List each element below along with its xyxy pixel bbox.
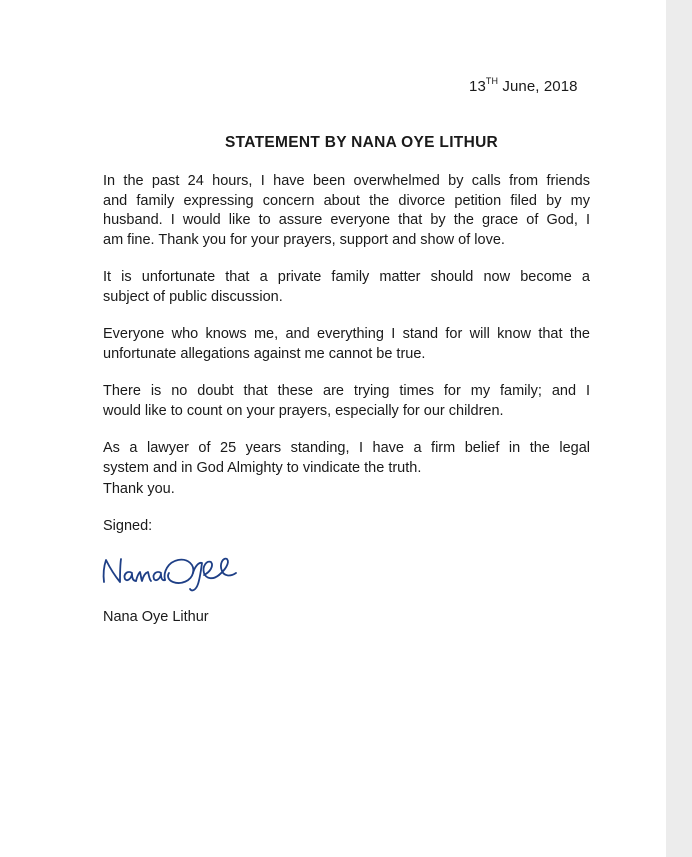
paragraph-line: In the past 24 hours, I have been overwhelmed by calls from friends	[103, 173, 590, 189]
closing-thanks: Thank you.	[103, 481, 175, 497]
paragraph-line: and family expressing concern about the divorce petition filed by my	[103, 192, 590, 209]
date-day: 13	[469, 78, 486, 95]
paragraph	[103, 439, 590, 478]
signer-name: Nana Oye Lithur	[103, 609, 209, 625]
paragraph-line: As a lawyer of 25 years standing, I have a firm belief in the legal	[103, 440, 590, 456]
date-suffix: TH	[485, 76, 499, 86]
page-margin-strip	[666, 0, 692, 857]
paragraph	[103, 382, 590, 421]
paragraph-line: Everyone who knows me, and everything I stand for will know that the	[103, 326, 590, 342]
paragraph	[103, 172, 590, 250]
paragraph-line: system and in God Almighty to vindicate the truth.	[103, 459, 422, 476]
signed-label: Signed:	[103, 518, 153, 534]
paragraph	[103, 325, 590, 364]
paragraph-line: husband. I would like to assure everyone that by the grace of God, I	[103, 212, 590, 228]
paragraph	[103, 268, 590, 307]
date-rest: June, 2018	[498, 78, 578, 95]
paragraph-line: subject of public discussion.	[103, 288, 283, 305]
paragraph-line: It is unfortunate that a private family matter should now become a	[103, 269, 590, 285]
paragraph-line: unfortunate allegations against me cannot be true.	[103, 345, 426, 362]
paragraph-line: am fine. Thank you for your prayers, support and show of love.	[103, 231, 505, 248]
paragraph-line: would like to count on your prayers, especially for our children.	[103, 402, 504, 419]
statement-body	[103, 172, 590, 496]
statement-title: STATEMENT BY NANA OYE LITHUR	[225, 134, 499, 151]
paragraph-line: There is no doubt that these are trying times for my family; and I	[103, 383, 590, 399]
signature-ink	[104, 559, 236, 591]
handwritten-signature	[98, 548, 248, 598]
statement-date	[469, 78, 578, 95]
